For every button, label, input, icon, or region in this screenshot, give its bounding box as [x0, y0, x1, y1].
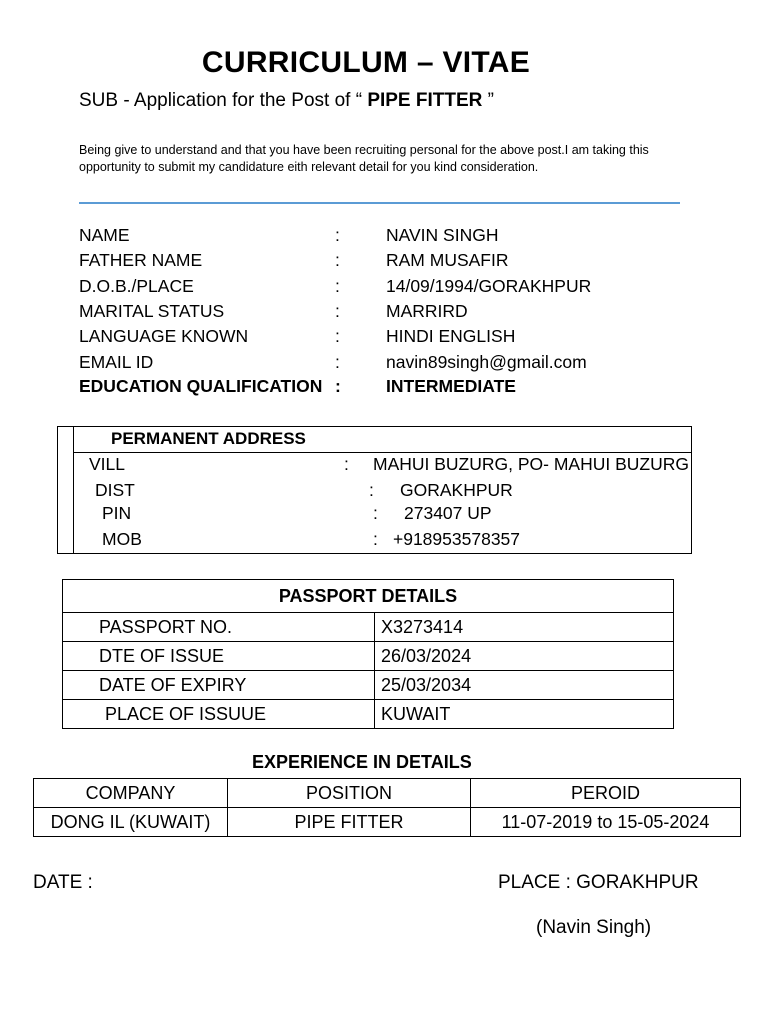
subject-post: PIPE FITTER: [367, 90, 483, 111]
address-label-pin: PIN: [102, 503, 132, 523]
address-value-pin: 273407 UP: [404, 503, 492, 523]
personal-label: EDUCATION QUALIFICATION: [79, 376, 323, 396]
personal-value: NAVIN SINGH: [386, 225, 499, 245]
separator: :: [335, 301, 340, 321]
email-value: navin89singh@gmail.com: [386, 352, 587, 372]
column-header: POSITION: [228, 779, 471, 808]
document-title: CURRICULUM – VITAE: [201, 46, 531, 79]
table-row: [63, 580, 674, 613]
table-row: [63, 700, 674, 729]
address-label-vill: VILL: [89, 454, 125, 474]
separator: :: [335, 376, 341, 396]
personal-value: RAM MUSAFIR: [386, 250, 509, 270]
personal-value: HINDI ENGLISH: [386, 326, 516, 346]
separator: :: [369, 480, 374, 500]
address-box-rule: [73, 427, 74, 553]
separator: :: [335, 250, 340, 270]
section-divider: [79, 202, 680, 204]
table-row: [63, 671, 674, 700]
personal-label: NAME: [79, 225, 130, 245]
passport-label: DTE OF ISSUE: [63, 642, 375, 671]
passport-label: PASSPORT NO.: [63, 613, 375, 642]
date-label: DATE :: [33, 872, 93, 893]
experience-heading: EXPERIENCE IN DETAILS: [252, 752, 472, 772]
address-value-dist: GORAKHPUR: [400, 480, 513, 500]
separator: :: [373, 503, 378, 523]
personal-label: EMAIL ID: [79, 352, 154, 372]
passport-value: 25/03/2034: [375, 671, 674, 700]
subject-line: [79, 90, 494, 112]
subject-prefix: SUB - Application for the Post of “: [79, 90, 368, 111]
personal-label: D.O.B./PLACE: [79, 276, 194, 296]
personal-value: INTERMEDIATE: [386, 376, 516, 396]
separator: :: [335, 225, 340, 245]
passport-value: 26/03/2024: [375, 642, 674, 671]
address-label-dist: DIST: [95, 480, 135, 500]
subject-suffix: ”: [482, 90, 494, 111]
passport-table: [62, 579, 674, 729]
passport-label: PLACE OF ISSUUE: [63, 700, 375, 729]
personal-label: MARITAL STATUS: [79, 301, 225, 321]
personal-value: 14/09/1994/GORAKHPUR: [386, 276, 592, 296]
table-cell: DONG IL (KUWAIT): [34, 808, 228, 837]
passport-value: X3273414: [375, 613, 674, 642]
passport-heading: PASSPORT DETAILS: [63, 580, 674, 613]
place-label: PLACE : GORAKHPUR: [498, 872, 699, 893]
separator: :: [344, 454, 349, 474]
column-header: PEROID: [471, 779, 741, 808]
separator: :: [335, 276, 340, 296]
separator: :: [373, 529, 378, 549]
table-row: [63, 642, 674, 671]
passport-value: KUWAIT: [375, 700, 674, 729]
table-cell: PIPE FITTER: [228, 808, 471, 837]
experience-table: [33, 778, 741, 837]
address-label-mob: MOB: [102, 529, 142, 549]
address-value-vill: MAHUI BUZURG, PO- MAHUI BUZURG: [373, 454, 689, 474]
personal-value: MARRIRD: [386, 301, 468, 321]
table-row: [34, 808, 741, 837]
table-row: [63, 613, 674, 642]
passport-label: DATE OF EXPIRY: [63, 671, 375, 700]
column-header: COMPANY: [34, 779, 228, 808]
personal-label: FATHER NAME: [79, 250, 203, 270]
table-cell: 11-07-2019 to 15-05-2024: [471, 808, 741, 837]
address-box-rule: [73, 452, 691, 453]
signature-name: (Navin Singh): [536, 917, 652, 938]
intro-paragraph: Being give to understand and that you have been recruiting personal for the above post.I am taking this opportunity to submit my candidature eith relevant detail for you kind consideration.: [79, 143, 649, 174]
separator: :: [335, 352, 340, 372]
address-heading: PERMANENT ADDRESS: [111, 429, 306, 448]
separator: :: [335, 326, 340, 346]
table-header-row: [34, 779, 741, 808]
personal-label: LANGUAGE KNOWN: [79, 326, 249, 346]
address-value-mob: +918953578357: [393, 529, 521, 549]
